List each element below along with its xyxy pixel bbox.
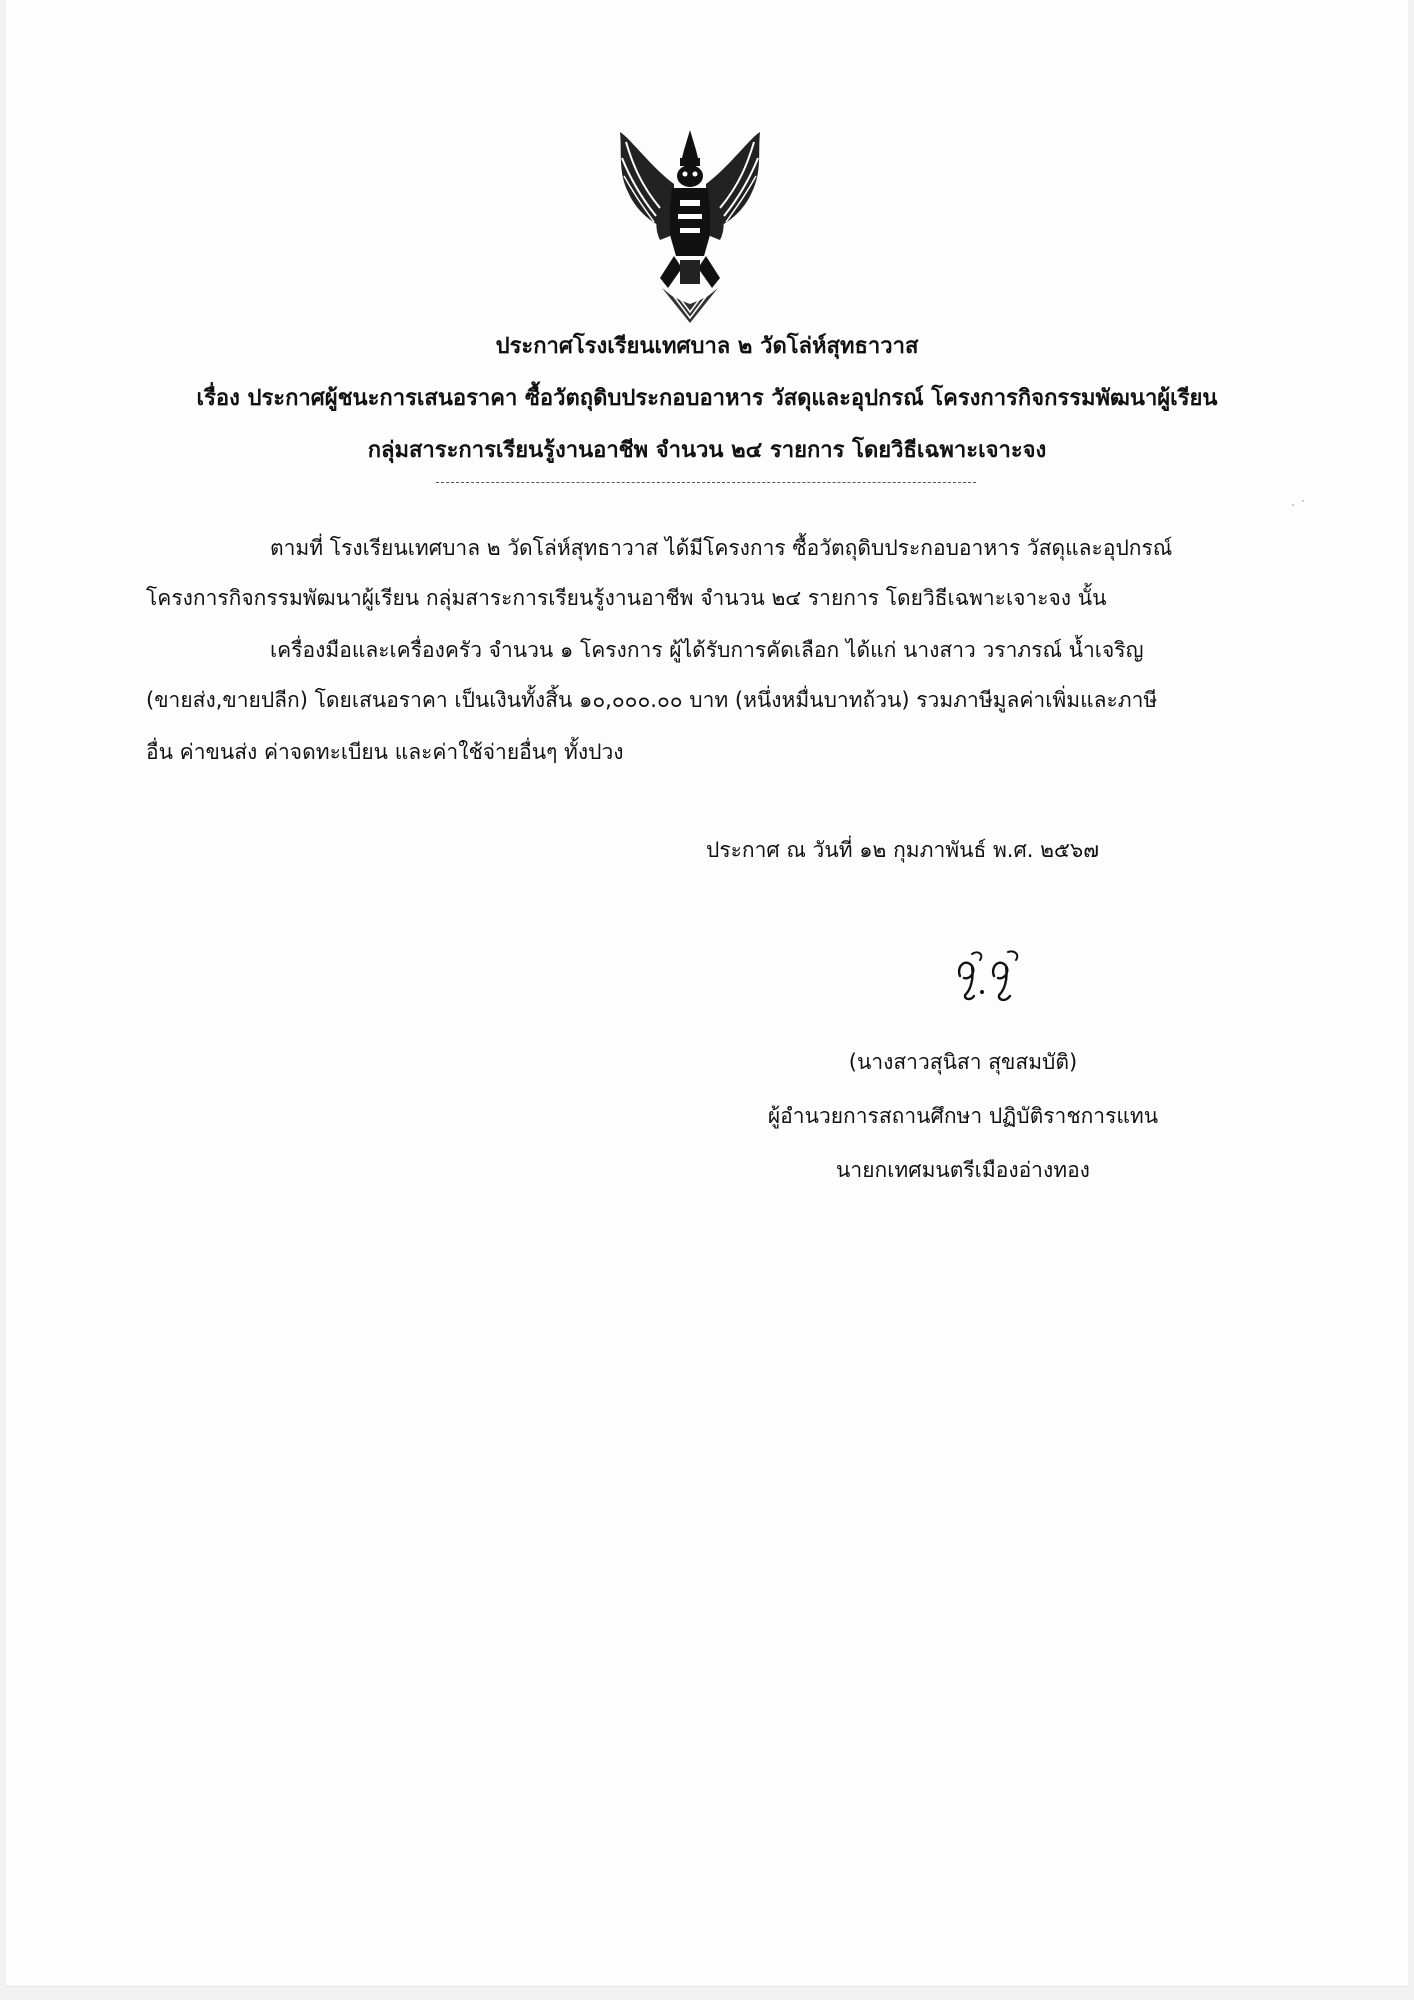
announcement-subject-continued: กลุ่มสาระการเรียนรู้งานอาชีพ จำนวน ๒๔ รายการ โดยวิธีเฉพาะเจาะจง <box>367 438 1047 463</box>
dashed-divider <box>436 482 976 483</box>
body-line: (ขายส่ง,ขายปลีก) โดยเสนอราคา เป็นเงินทั้งสิ้น ๑๐,๐๐๐.๐๐ บาท (หนึ่งหมื่นบาทถ้วน) รวมภาษีมูลค่าเพิ่มและภาษี <box>146 688 1158 712</box>
garuda-emblem-icon <box>612 128 768 323</box>
announcement-subject: เรื่อง ประกาศผู้ชนะการเสนอราคา ซื้อวัตถุดิบประกอบอาหาร วัสดุและอุปกรณ์ โครงการกิจกรรมพัฒนาผู้เรียน <box>196 386 1218 411</box>
body-line: อื่น ค่าขนส่ง ค่าจดทะเบียน และค่าใช้จ่ายอื่นๆ ทั้งปวง <box>146 740 624 764</box>
signatory-name: (นางสาวสุนิสา สุขสมบัติ) <box>848 1050 1078 1074</box>
signatory-position: ผู้อำนวยการสถานศึกษา ปฏิบัติราชการแทน <box>767 1104 1159 1128</box>
document-page <box>6 0 1408 1987</box>
announcement-date: ประกาศ ณ วันที่ ๑๒ กุมภาพันธ์ พ.ศ. ๒๕๖๗ <box>706 838 1100 862</box>
body-line: โครงการกิจกรรมพัฒนาผู้เรียน กลุ่มสาระการเรียนรู้งานอาชีพ จำนวน ๒๔ รายการ โดยวิธีเฉพาะเจาะจง นั้น <box>146 586 1107 610</box>
scan-speck <box>1302 500 1304 502</box>
scan-speck <box>1292 504 1294 506</box>
body-line: ตามที่ โรงเรียนเทศบาล ๒ วัดโล่ห์สุทธาวาส ได้มีโครงการ ซื้อวัตถุดิบประกอบอาหาร วัสดุและอุปกรณ์ <box>270 536 1173 560</box>
announcement-title: ประกาศโรงเรียนเทศบาล ๒ วัดโล่ห์สุทธาวาส <box>495 334 919 359</box>
body-line: เครื่องมือและเครื่องครัว จำนวน ๑ โครงการ ผู้ได้รับการคัดเลือก ได้แก่ นางสาว วราภรณ์ น้ำเจริญ <box>270 638 1144 662</box>
handwritten-signature <box>952 946 1038 1012</box>
signatory-authority: นายกเทศมนตรีเมืองอ่างทอง <box>836 1158 1090 1182</box>
